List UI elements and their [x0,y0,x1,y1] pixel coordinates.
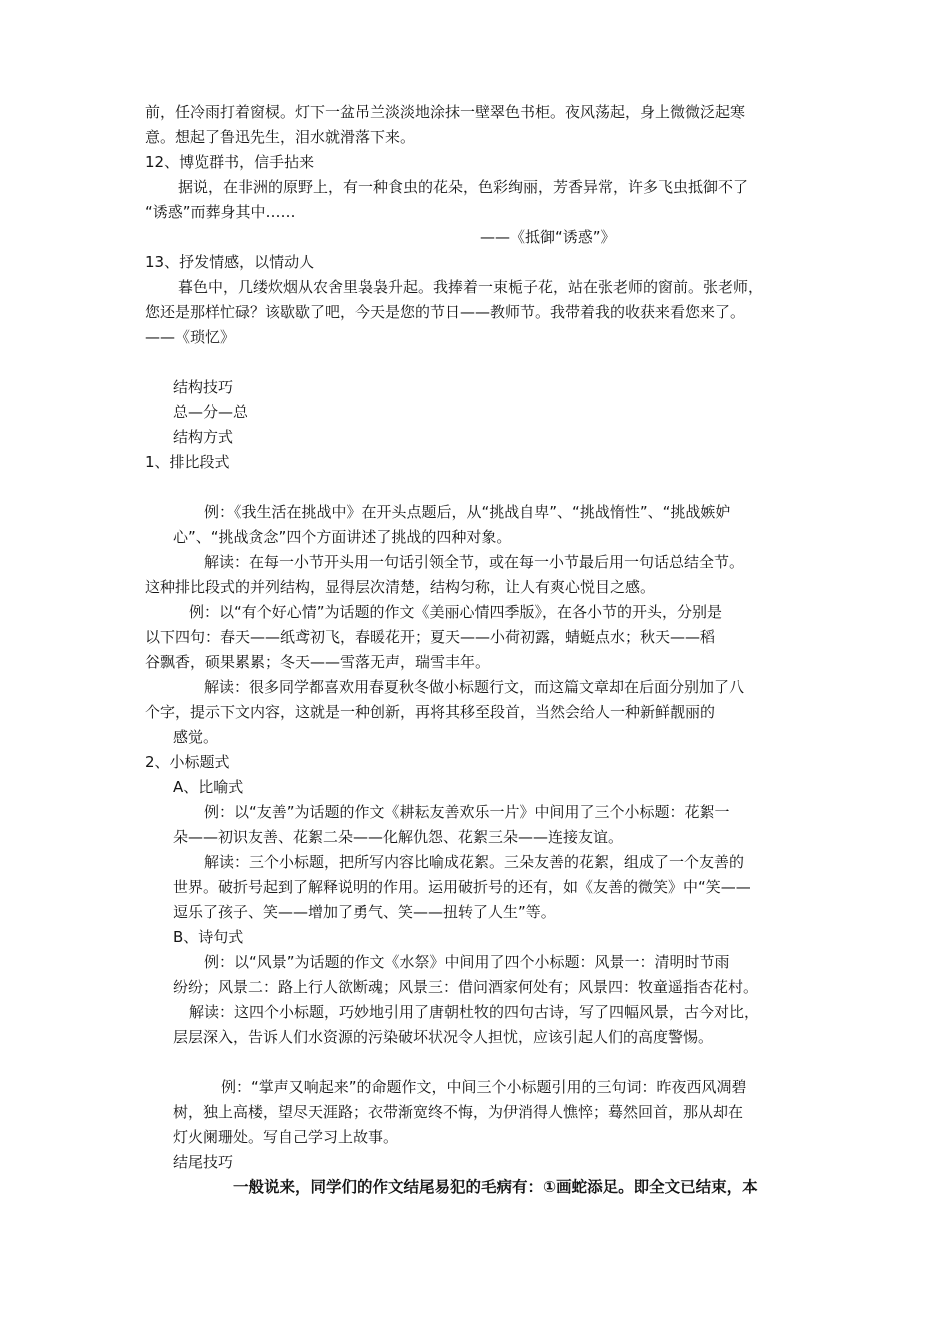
section-heading: 结构方式 [173,428,234,446]
text-line: 解读：很多同学都喜欢用春夏秋冬做小标题行文，而这篇文章却在后面分别加了八 [204,678,745,696]
text-line: 个字，提示下文内容，这就是一种创新，再将其移至段首，当然会给人一种新鲜靓丽的 [145,703,716,721]
text-line: 灯火阑珊处。写自己学习上故事。 [173,1128,399,1146]
text-line: 解读：这四个小标题，巧妙地引用了唐朝杜牧的四句古诗，写了四幅风景，古今对比， [189,1003,760,1021]
text-line: 例：“掌声又响起来”的命题作文，中间三个小标题引用的三句词：昨夜西风凋碧 [221,1078,747,1096]
text-line: 逗乐了孩子、笑——增加了勇气、笑——扭转了人生”等。 [173,903,556,921]
text-line: 解读：三个小标题，把所写内容比喻成花絮。三朵友善的花絮，组成了一个友善的 [204,853,745,871]
text-line: 例：以“风景”为话题的作文《水祭》中间用了四个小标题：风景一：清明时节雨 [204,953,730,971]
section-heading: 12、博览群书，信手拈来 [145,153,315,171]
text-line: 以下四句：春天——纸鸢初飞，春暖花开；夏天——小荷初露，蜻蜓点水；秋天——稻 [145,628,716,646]
text-line: 树，独上高楼，望尽天涯路；衣带渐宽终不悔，为伊消得人憔悴；蓦然回首，那从却在 [173,1103,744,1121]
text-line: 这种排比段式的并列结构，显得层次清楚，结构匀称，让人有爽心悦目之感。 [145,578,656,596]
section-heading: 1、排比段式 [145,453,230,471]
text-line: 世界。破折号起到了解释说明的作用。运用破折号的还有，如《友善的微笑》中“笑—— [173,878,751,896]
text-line: 暮色中，几缕炊烟从农舍里袅袅升起。我捧着一束栀子花，站在张老师的窗前。张老师， [178,278,764,296]
text-line: 例：以“友善”为话题的作文《耕耘友善欢乐一片》中间用了三个小标题：花絮一 [204,803,730,821]
text-line: 纷纷；风景二：路上行人欲断魂；风景三：借问酒家何处有；风景四：牧童遥指杏花村。 [173,978,759,996]
bold-text-line: 一般说来，同学们的作文结尾易犯的毛病有：①画蛇添足。即全文已结束，本 [233,1178,758,1196]
text-line: 例：《我生活在挑战中》在开头点题后，从“挑战自卑”、“挑战惰性”、“挑战嫉妒 [204,503,731,521]
source-attribution: ——《琐忆》 [145,328,236,346]
source-attribution: ——《抵御“诱惑”》 [480,228,616,246]
text-line: 例：以“有个好心情”为话题的作文《美丽心情四季版》，在各小节的开头，分别是 [189,603,723,621]
text-line: 朵——初识友善、花絮二朵——化解仇怨、花絮三朵——连接友谊。 [173,828,624,846]
section-heading: B、诗句式 [173,928,244,946]
text-line: 层层深入，告诉人们水资源的污染破坏状况令人担忧，应该引起人们的高度警惕。 [173,1028,714,1046]
text-line: 总—分—总 [173,403,249,421]
text-line: 感觉。 [173,728,219,746]
text-line: 意。想起了鲁迅先生，泪水就滑落下来。 [145,128,416,146]
text-line: 谷飘香，硕果累累；冬天——雪落无声，瑞雪丰年。 [145,653,491,671]
section-heading: A、比喻式 [173,778,244,796]
text-line: 解读：在每一小节开头用一句话引领全节，或在每一小节最后用一句话总结全节。 [204,553,745,571]
section-heading: 结构技巧 [173,378,234,396]
text-line: 前，任冷雨打着窗棂。灯下一盆吊兰淡淡地涂抹一壁翠色书柜。夜风荡起，身上微微泛起寒 [145,103,746,121]
text-line: 据说，在非洲的原野上，有一种食虫的花朵，色彩绚丽，芳香异常，许多飞虫抵御不了 [178,178,749,196]
section-heading: 13、抒发情感，以情动人 [145,253,315,271]
text-line: 您还是那样忙碌？该歇歇了吧，今天是您的节日——教师节。我带着我的收获来看您来了。 [145,303,746,321]
text-line: 心”、“挑战贪念”四个方面讲述了挑战的四种对象。 [173,528,512,546]
section-heading: 2、小标题式 [145,753,230,771]
text-line: “诱惑”而葬身其中…… [145,203,296,221]
section-heading: 结尾技巧 [173,1153,234,1171]
